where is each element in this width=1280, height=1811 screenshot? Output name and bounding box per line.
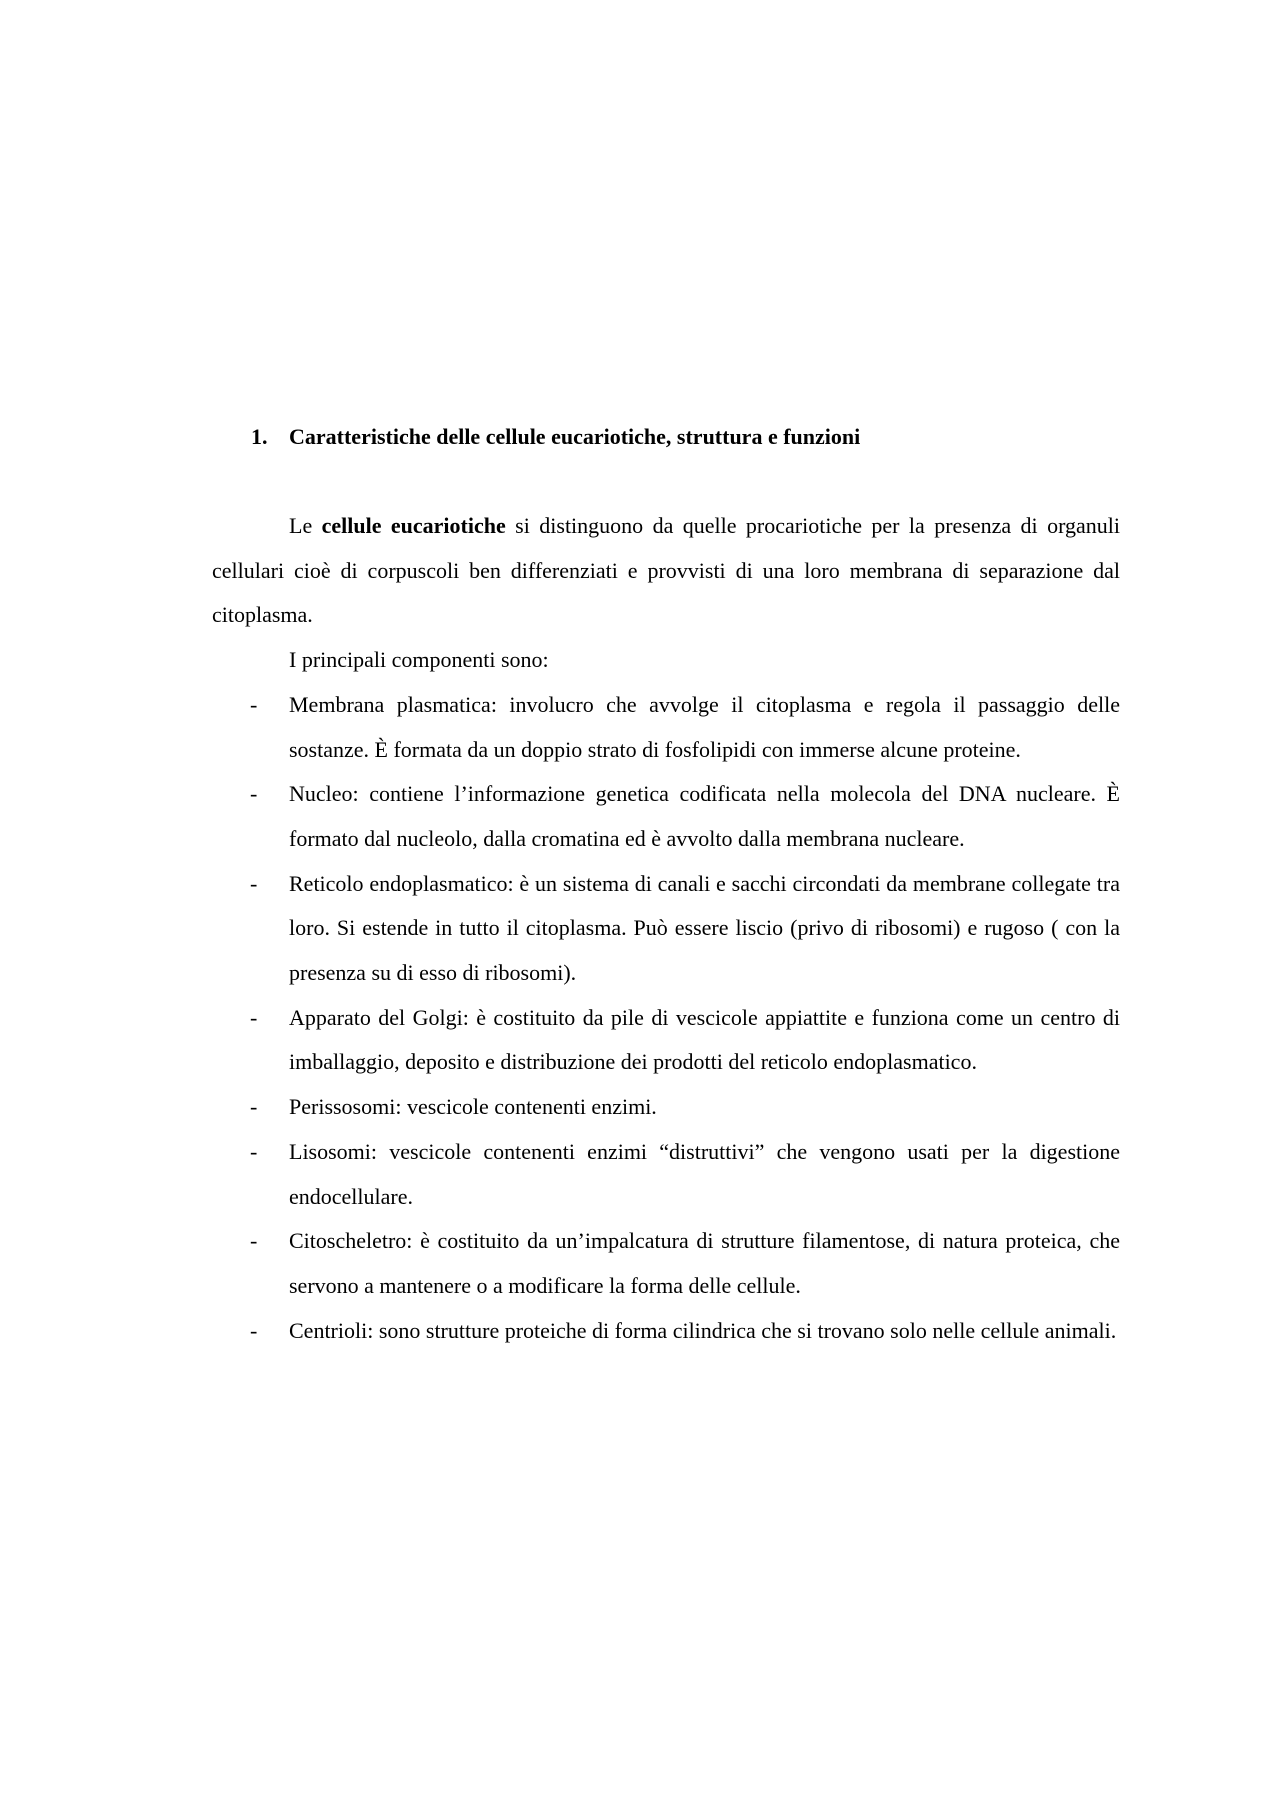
section-heading (251, 422, 860, 452)
list-item (212, 996, 1120, 1085)
components-intro: I principali componenti sono: (289, 647, 549, 673)
intro-prefix: Le (289, 513, 322, 538)
list-bullet: - (250, 781, 258, 807)
list-bullet: - (250, 1228, 258, 1254)
list-item-text: Nucleo: contiene l’informazione genetica codificata nella molecola del DNA nucleare. È formato dal nucleolo, dalla cromatina ed è avvolto dalla membrana nucleare. (289, 781, 1120, 851)
list-item (212, 862, 1120, 996)
list-bullet: - (250, 1138, 258, 1164)
list-item-text: Perissosomi: vescicole contenenti enzimi. (289, 1094, 657, 1120)
list-item (212, 1309, 1120, 1354)
list-item (212, 1130, 1120, 1219)
list-bullet: - (250, 1004, 258, 1030)
intro-paragraph (212, 504, 1120, 638)
list-item (212, 772, 1120, 861)
list-item-text: Lisosomi: vescicole contenenti enzimi “distruttivi” che vengono usati per la digestione endocellulare. (289, 1138, 1120, 1209)
list-item-text: Centrioli: sono strutture proteiche di forma cilindrica che si trovano solo nelle cellule animali. (289, 1317, 1117, 1343)
list-item-text: Reticolo endoplasmatico: è un sistema di canali e sacchi circondati da membrane collegate tra loro. Si estende in tutto il citoplasma. Può essere liscio (privo di ribosomi) e rugoso ( con la presenza su di esso di ribosomi). (289, 870, 1120, 986)
section-number: 1. (251, 424, 268, 449)
list-bullet: - (250, 1317, 258, 1343)
list-item-text: Membrana plasmatica: involucro che avvolge il citoplasma e regola il passaggio delle sostanze. È formata da un doppio strato di fosfolipidi con immerse alcune proteine. (289, 691, 1120, 762)
list-item (212, 1085, 1120, 1130)
list-item-text: Apparato del Golgi: è costituito da pile di vescicole appiattite e funziona come un centro di imballaggio, deposito e distribuzione dei prodotti del reticolo endoplasmatico. (289, 1004, 1120, 1075)
section-title: Caratteristiche delle cellule eucariotiche, struttura e funzioni (289, 424, 861, 449)
list-item (212, 1219, 1120, 1308)
intro-bold-term: cellule eucariotiche (321, 513, 506, 538)
list-bullet: - (250, 1094, 258, 1120)
list-item-text: Citoscheletro: è costituito da un’impalcatura di strutture filamentose, di natura proteica, che servono a mantenere o a modificare la forma delle cellule. (289, 1228, 1120, 1298)
list-item (212, 683, 1120, 772)
components-list (212, 683, 1120, 1354)
list-bullet: - (250, 870, 258, 896)
section-body (212, 504, 1120, 1353)
list-bullet: - (250, 691, 258, 717)
intro-suffix: si distinguono da quelle procariotiche per la presenza di organuli cellulari cioè di corpuscoli ben differenziati e provvisti di una loro membrana di separazione dal citoplasma. (212, 513, 1121, 628)
